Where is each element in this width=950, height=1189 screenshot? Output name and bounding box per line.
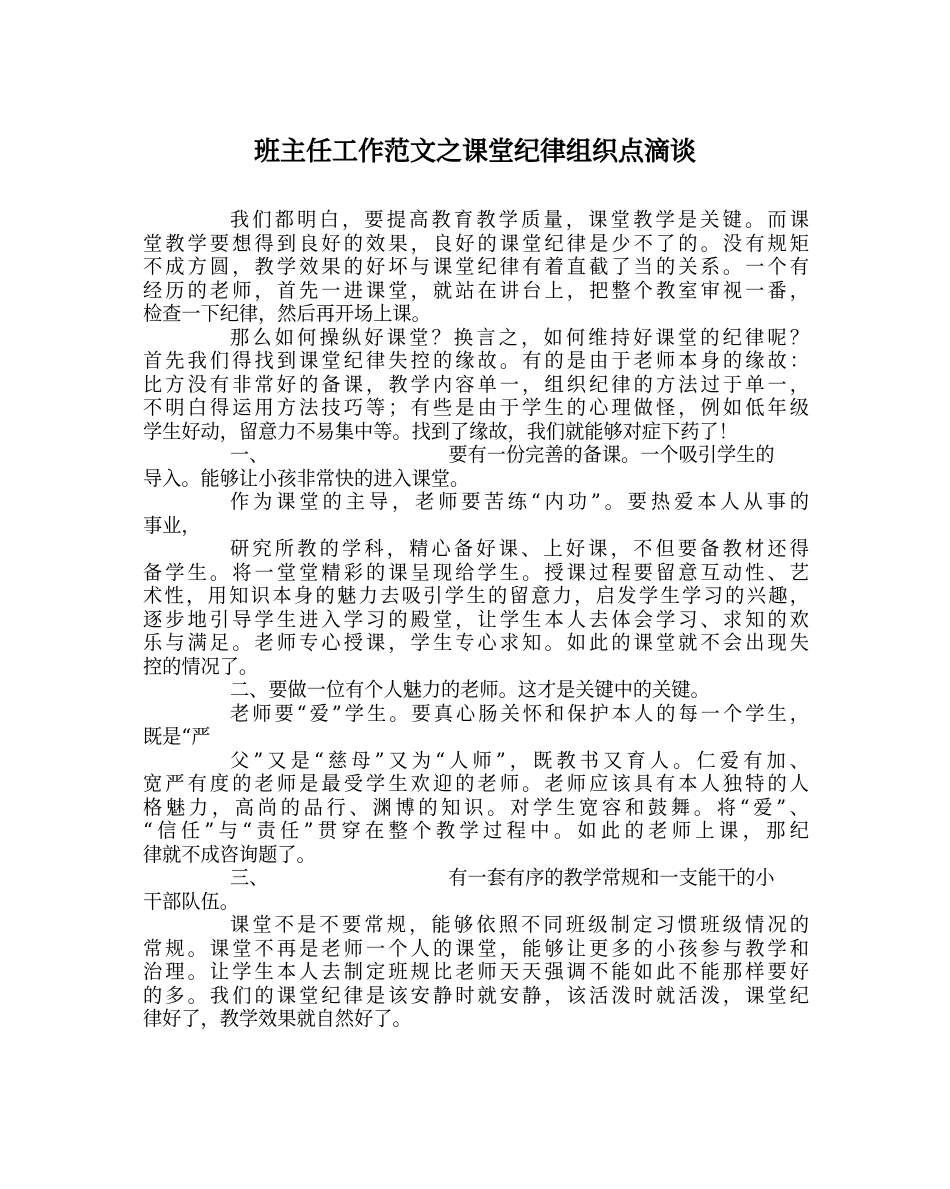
text-line [143, 866, 809, 890]
text-line: 宽严有度的老师是最受学生欢迎的老师。老师应该具有本人独特的人 [143, 772, 809, 795]
section-number: 三、 [230, 866, 269, 889]
text-line: 检查一下纪律，然后再开场上课。 [143, 302, 431, 325]
text-line: 经历的老师，首先一进课堂，就站在讲台上，把整个教室审视一番， [143, 278, 809, 302]
text-line [143, 443, 809, 467]
text-line: 的多。我们的课堂纪律是该安静时就安静，该活泼时就活泼，课堂纪 [143, 983, 809, 1007]
section-heading-text: 有一套有序的教学常规和一支能干的小 [448, 866, 775, 889]
text-line: 那么如何操纵好课堂？换言之，如何维持好课堂的纪律呢？ [230, 325, 809, 349]
text-line: 导入。能够让小孩非常快的进入课堂。 [143, 466, 470, 490]
text-line: 术性，用知识本身的魅力去吸引学生的留意力，启发学生学习的兴趣， [143, 584, 809, 607]
text-line: 首先我们得找到课堂纪律失控的缘故。有的是由于老师本身的缘故： [143, 349, 809, 372]
text-line: 学生好动，留意力不易集中等。找到了缘故，我们就能够对症下药了！ [143, 419, 738, 443]
text-line: 父”又是“慈母”又为“人师”，既教书又育人。仁爱有加、 [230, 748, 809, 772]
text-line: 备学生。将一堂堂精彩的课呈现给学生。授课过程要留意互动性、艺 [143, 560, 809, 584]
text-line: 不明白得运用方法技巧等；有些是由于学生的心理做怪，例如低年级 [143, 396, 809, 419]
text-line: 乐与满足。老师专心授课，学生专心求知。如此的课堂就不会出现失 [143, 631, 809, 654]
text-line: 比方没有非常好的备课，教学内容单一，组织纪律的方法过于单一， [143, 372, 809, 396]
text-line: 常规。课堂不再是老师一个人的课堂，能够让更多的小孩参与教学和 [143, 936, 809, 960]
text-line: 研究所教的学科，精心备好课、上好课，不但要备教材还得 [230, 537, 809, 560]
text-line: 事业， [143, 513, 201, 537]
text-line: 律好了，教学效果就自然好了。 [143, 1007, 412, 1030]
document-title: 班主任工作范文之课堂纪律组织点滴谈 [253, 137, 696, 167]
document-body [143, 208, 809, 1031]
text-line: 不成方圆，教学效果的好坏与课堂纪律有着直截了当的关系。一个有 [143, 255, 809, 278]
text-line: 逐步地引导学生进入学习的殿堂，让学生本人去体会学习、求知的欢 [143, 607, 809, 631]
text-line: 既是“严 [143, 725, 211, 748]
text-line: 课堂不是不要常规，能够依照不同班级制定习惯班级情况的 [230, 913, 809, 936]
text-line: 干部队伍。 [143, 889, 239, 913]
text-line: “信任”与“责任”贯穿在整个教学过程中。如此的老师上课，那纪 [143, 819, 809, 842]
text-line: 我们都明白，要提高教育教学质量，课堂教学是关键。而课 [230, 208, 809, 231]
text-line: 二、要做一位有个人魅力的老师。这才是关键中的关键。 [230, 678, 710, 701]
text-line: 老师要“爱”学生。要真心肠关怀和保护本人的每一个学生， [230, 701, 809, 725]
text-line: 作为课堂的主导，老师要苦练“内功”。要热爱本人从事的 [230, 490, 809, 513]
text-line: 治理。让学生本人去制定班规比老师天天强调不能如此不能那样要好 [143, 960, 809, 983]
text-line: 控的情况了。 [143, 654, 259, 678]
text-line: 格魅力，高尚的品行、渊博的知识。对学生宽容和鼓舞。将“爱”、 [143, 795, 809, 819]
section-heading-text: 要有一份完善的备课。一个吸引学生的 [448, 443, 775, 466]
text-line: 堂教学要想得到良好的效果，良好的课堂纪律是少不了的。没有规矩 [143, 231, 809, 255]
section-number: 一、 [230, 443, 269, 466]
text-line: 律就不成咨询题了。 [143, 842, 316, 866]
